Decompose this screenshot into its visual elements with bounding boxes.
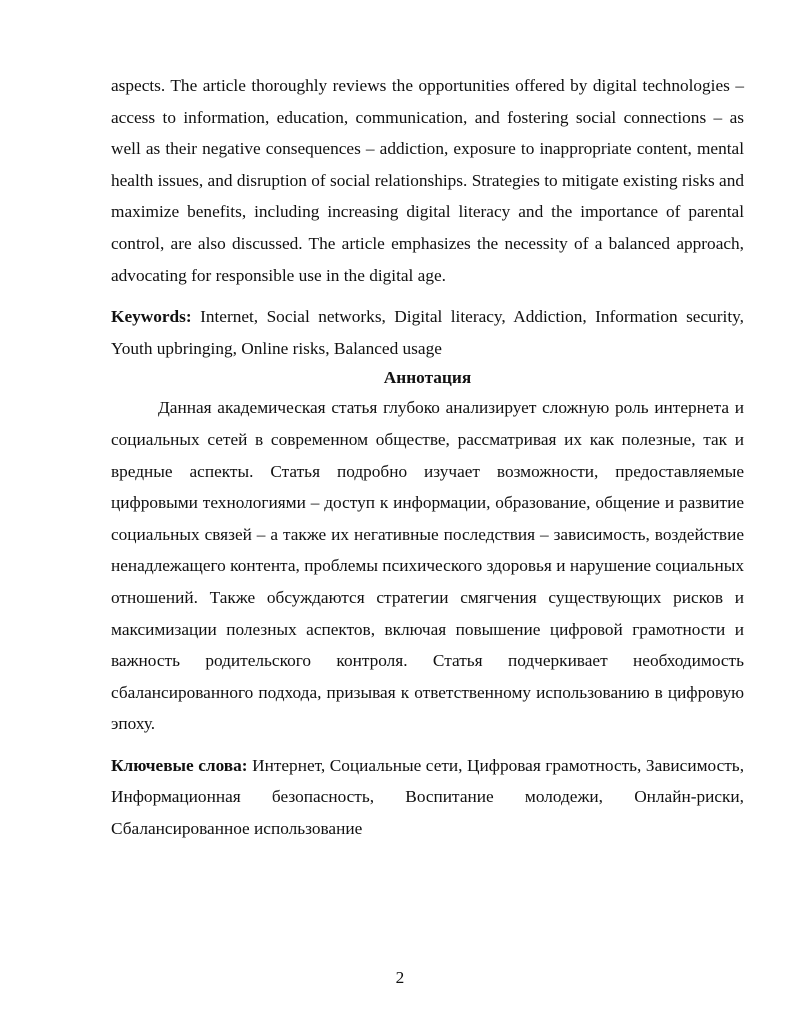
keywords-ru — [111, 750, 744, 845]
document-page — [111, 70, 744, 845]
abstract-en-paragraph: aspects. The article thoroughly reviews the opportunities offered by digital technologies – access to information, education, communication, and fostering social connections – as well as their negative consequences – addiction, exposure to inappropriate content, mental health issues, and disruption of social relationships. Strategies to mitigate existing risks and maximize benefits, including increasing digital literacy and the importance of parental control, are also discussed. The article emphasizes the necessity of a balanced approach, advocating for responsible use in the digital age. — [111, 76, 744, 285]
keywords-en — [111, 301, 744, 364]
keywords-ru-text: Интернет, Социальные сети, Цифровая грамотность, Зависимость, Информационная безопасность, Воспитание молодежи, Онлайн-риски, Сбалансированное использование — [111, 755, 745, 839]
keywords-en-label: Keywords: — [111, 307, 192, 327]
annotation-ru-heading: Аннотация — [383, 368, 472, 388]
page-number: 2 — [395, 968, 405, 987]
keywords-ru-label: Ключевые слова: — [111, 755, 248, 775]
annotation-ru-paragraph: Данная академическая статья глубоко анализирует сложную роль интернета и социальных сетей в современном обществе, рассматривая их как полезные, так и вредные аспекты. Статья подробно изучает возможности, предоставляемые цифровыми технологиями – доступ к информации, образование, общение и развитие социальных связей – а также их негативные последствия – зависимость, воздействие ненадлежащего контента, проблемы психического здоровья и нарушение социальных отношений. Также обсуждаются стратегии смягчения существующих рисков и максимизации полезных аспектов, включая повышение цифровой грамотности и важность родительского контроля. Статья подчеркивает необходимость сбалансированного подхода, призывая к ответственному использованию в цифровую эпоху. — [111, 398, 744, 734]
keywords-en-text: Internet, Social networks, Digital literacy, Addiction, Information security, Youth upbringing, Online risks, Balanced usage — [111, 307, 744, 358]
